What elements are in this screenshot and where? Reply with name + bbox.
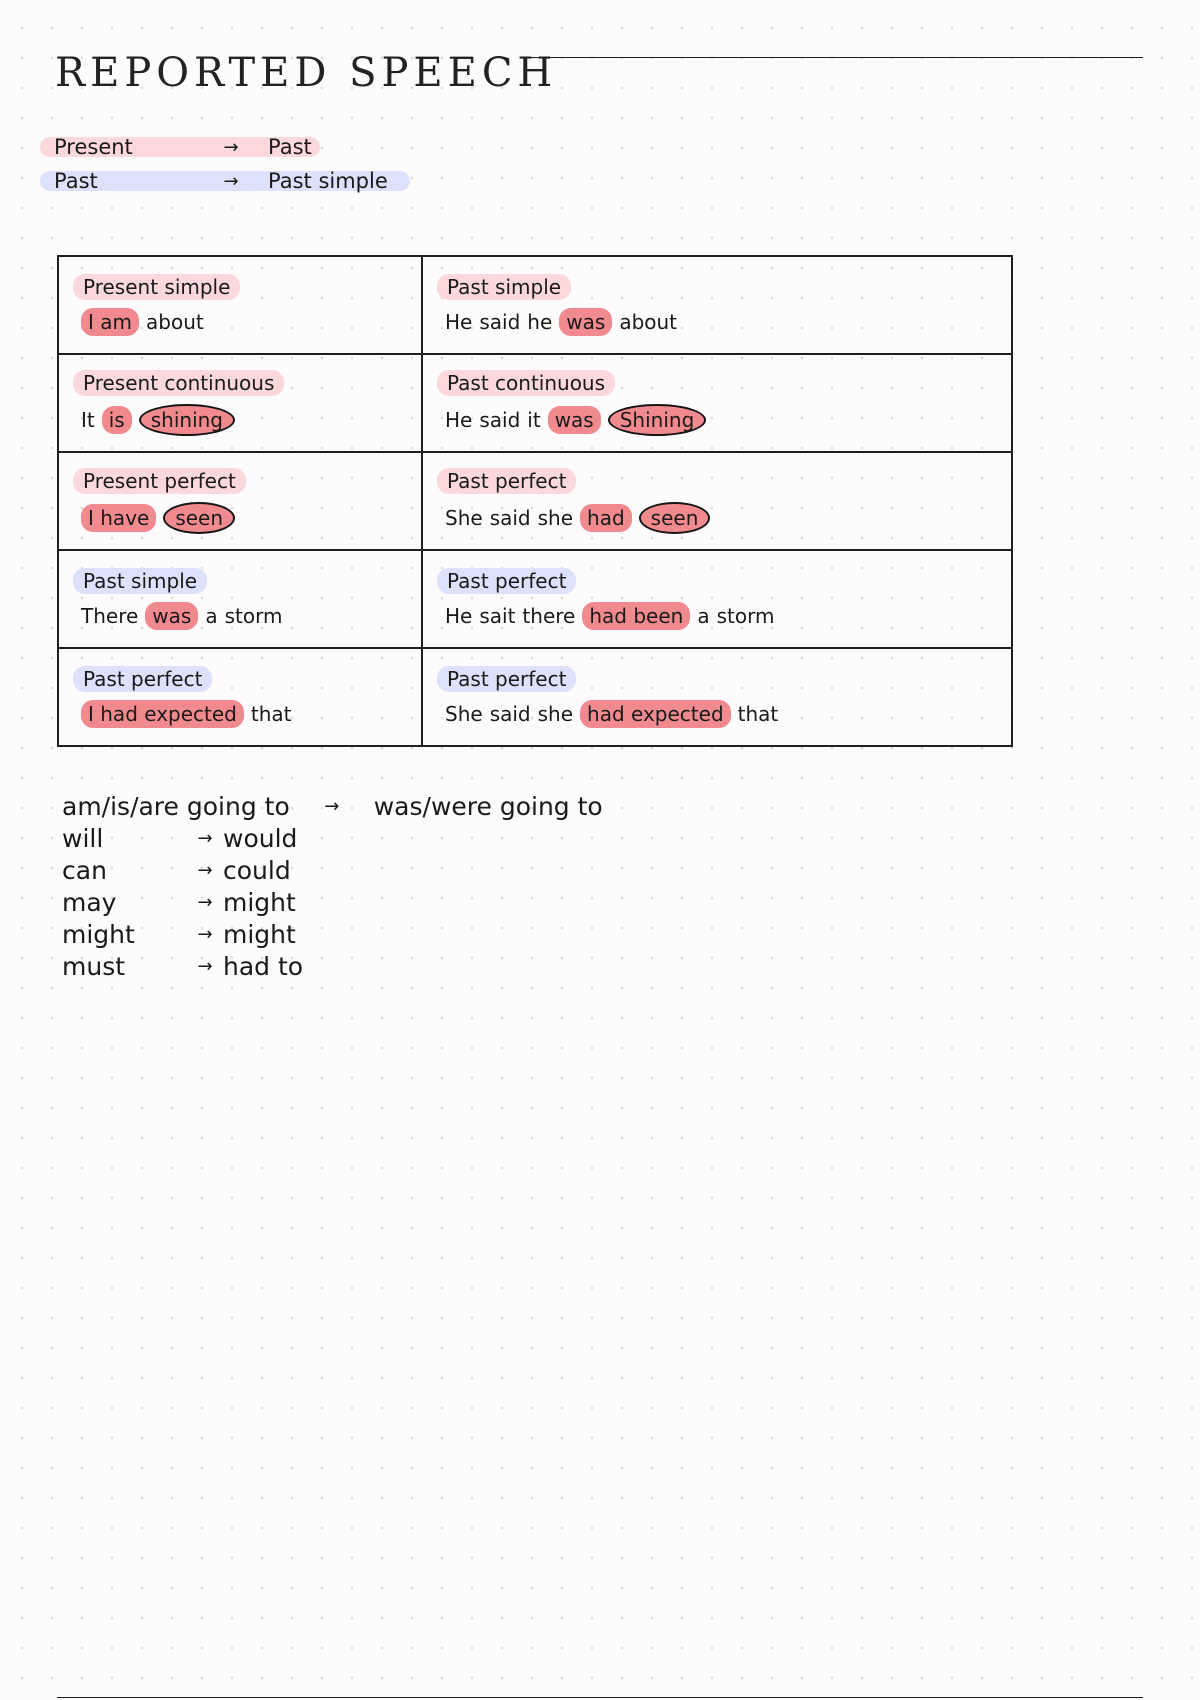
table-row <box>58 550 1012 648</box>
direct-speech-cell <box>58 648 422 746</box>
modal-to: could <box>223 855 291 885</box>
summary-row-present <box>40 130 395 164</box>
circled-word: seen <box>163 502 235 534</box>
example-sentence <box>445 308 1011 336</box>
tense-table-body <box>58 256 1012 746</box>
word: there <box>522 604 576 628</box>
example-sentence <box>445 404 1011 436</box>
example-sentence <box>445 502 1011 534</box>
tense-table <box>57 255 1013 747</box>
word: she <box>537 506 574 530</box>
highlighted-word: was <box>145 602 198 630</box>
arrow-icon: → <box>223 170 239 192</box>
modal-shift-row <box>62 950 603 982</box>
word: that <box>250 702 292 726</box>
tense-label: Past continuous <box>437 370 615 396</box>
example-sentence <box>81 404 421 436</box>
bottom-rule <box>57 1697 1143 1698</box>
example-sentence <box>81 502 421 534</box>
summary-row-past <box>40 164 395 198</box>
tense-label: Present simple <box>73 274 240 300</box>
summary-from: Present <box>54 135 133 159</box>
example-sentence <box>81 308 421 336</box>
tense-label: Present continuous <box>73 370 284 396</box>
modal-to: might <box>223 919 296 949</box>
word: it <box>527 408 541 432</box>
word: She <box>445 506 483 530</box>
table-row <box>58 256 1012 354</box>
word: He <box>445 408 473 432</box>
direct-speech-cell <box>58 550 422 648</box>
word: a <box>697 604 710 628</box>
tense-label: Past perfect <box>437 468 576 494</box>
word: a <box>205 604 218 628</box>
page-title: REPORTED SPEECH <box>55 50 558 96</box>
word: said <box>479 408 521 432</box>
tense-label: Past perfect <box>437 568 576 594</box>
highlighted-word: had been <box>582 602 690 630</box>
table-row <box>58 648 1012 746</box>
modal-shift-row <box>62 854 603 886</box>
modal-to: might <box>223 887 296 917</box>
highlighted-word: I have <box>81 504 156 532</box>
highlighted-word: had expected <box>580 700 731 728</box>
table-row <box>58 452 1012 550</box>
direct-speech-cell <box>58 452 422 550</box>
example-sentence <box>81 602 421 630</box>
tense-label: Past perfect <box>73 666 212 692</box>
arrow-icon: → <box>197 891 213 913</box>
reported-speech-cell <box>422 354 1012 452</box>
direct-speech-cell <box>58 256 422 354</box>
modal-from: can <box>62 855 107 885</box>
reported-speech-cell <box>422 648 1012 746</box>
highlighted-word: was <box>559 308 612 336</box>
word: He <box>445 604 473 628</box>
word: sait <box>479 604 516 628</box>
arrow-icon: → <box>197 923 213 945</box>
modal-from: am/is/are going to <box>62 791 290 821</box>
word: said <box>479 310 521 334</box>
word: he <box>527 310 553 334</box>
modal-to: was/were going to <box>373 791 603 821</box>
word: said <box>489 506 531 530</box>
tense-label: Past simple <box>437 274 571 300</box>
highlighted-word: had <box>580 504 632 532</box>
highlighted-word: is <box>102 406 132 434</box>
example-sentence <box>81 700 421 728</box>
word: He <box>445 310 473 334</box>
summary-to: Past simple <box>268 169 388 193</box>
circled-word: Shining <box>608 404 707 436</box>
arrow-icon: → <box>223 136 239 158</box>
word: It <box>81 408 95 432</box>
summary-to: Past <box>268 135 312 159</box>
modal-shift-row <box>62 918 603 950</box>
modal-from: may <box>62 887 117 917</box>
word: she <box>537 702 574 726</box>
modal-from: must <box>62 951 126 981</box>
tense-label: Past simple <box>73 568 207 594</box>
word: There <box>81 604 139 628</box>
modal-from: will <box>62 823 104 853</box>
summary-from: Past <box>54 169 98 193</box>
word: that <box>737 702 779 726</box>
word: storm <box>716 604 775 628</box>
arrow-icon: → <box>324 795 340 817</box>
circled-word: seen <box>639 502 711 534</box>
arrow-icon: → <box>197 955 213 977</box>
tense-shift-summary <box>40 130 395 198</box>
example-sentence <box>445 700 1011 728</box>
word: about <box>619 310 678 334</box>
reported-speech-cell <box>422 550 1012 648</box>
highlighted-word: I am <box>81 308 139 336</box>
arrow-icon: → <box>197 827 213 849</box>
modal-shift-row <box>62 886 603 918</box>
table-row <box>58 354 1012 452</box>
modal-to: had to <box>223 951 304 981</box>
arrow-icon: → <box>197 859 213 881</box>
modal-shift-row <box>62 822 603 854</box>
tense-label: Present perfect <box>73 468 246 494</box>
word: about <box>146 310 204 334</box>
modal-shift-row <box>62 790 603 822</box>
modal-from: might <box>62 919 135 949</box>
word: She <box>445 702 483 726</box>
circled-word: shining <box>139 404 235 436</box>
reported-speech-cell <box>422 256 1012 354</box>
highlighted-word: was <box>548 406 601 434</box>
example-sentence <box>445 602 1011 630</box>
tense-label: Past perfect <box>437 666 576 692</box>
top-rule <box>525 57 1143 58</box>
reported-speech-cell <box>422 452 1012 550</box>
word: storm <box>224 604 283 628</box>
direct-speech-cell <box>58 354 422 452</box>
modal-to: would <box>223 823 298 853</box>
highlighted-word: I had expected <box>81 700 244 728</box>
word: said <box>489 702 531 726</box>
modal-verb-shifts <box>62 790 603 982</box>
